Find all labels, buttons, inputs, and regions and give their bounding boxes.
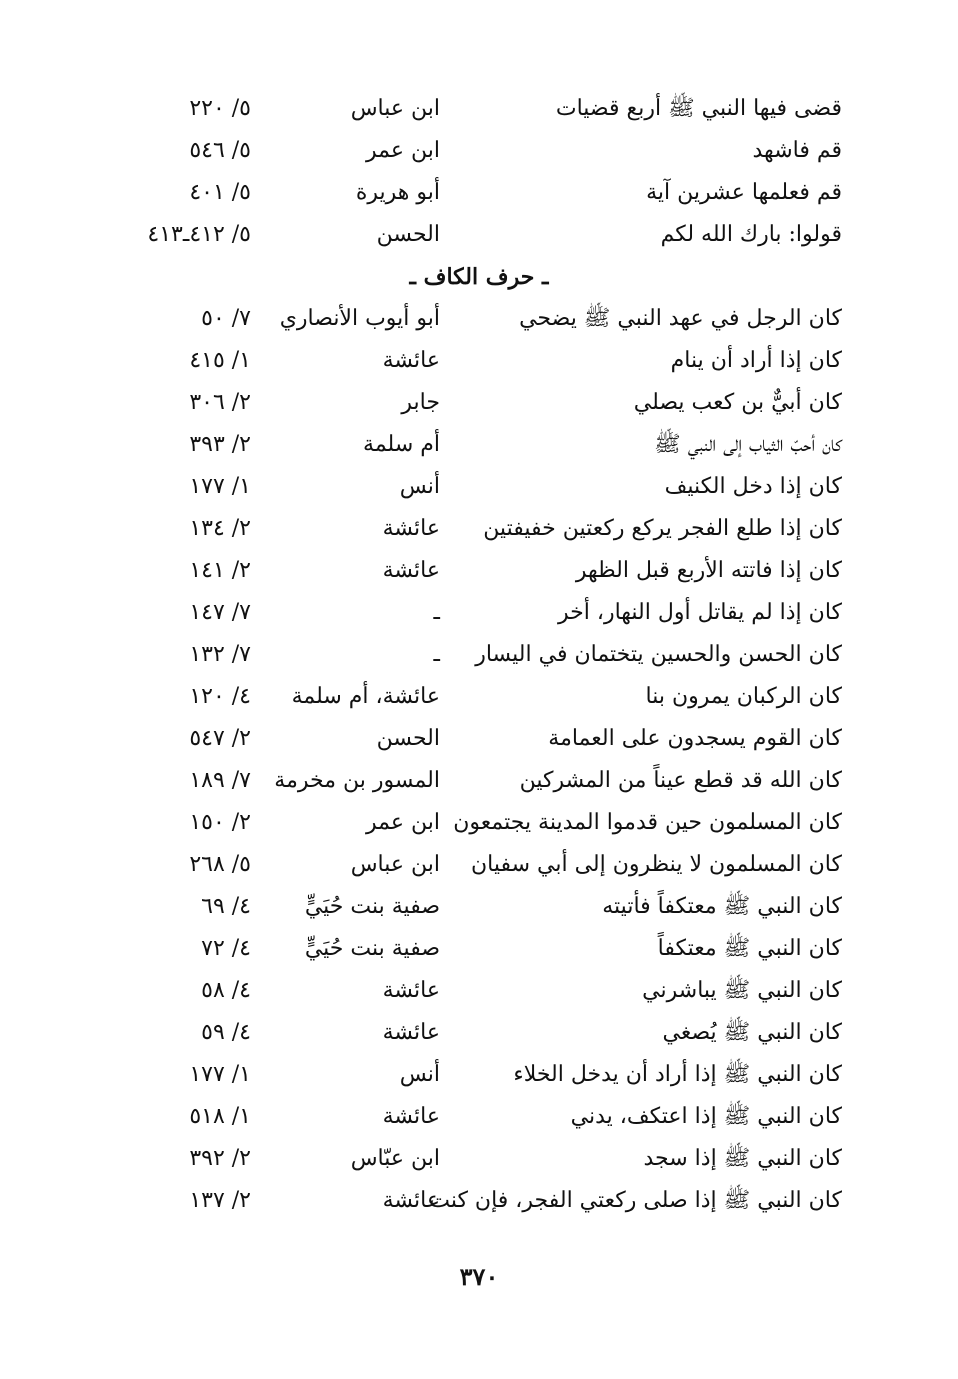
reference: ٢/ ١٤١ bbox=[189, 558, 251, 583]
index-row bbox=[0, 425, 958, 467]
narrator: عائشة bbox=[382, 1104, 440, 1129]
index-row bbox=[0, 887, 958, 929]
hadith-text: كان النبي ﷺ معتكفاً فأتيته bbox=[602, 894, 842, 919]
page-number: ٣٧٠ bbox=[459, 1262, 499, 1291]
index-row bbox=[0, 929, 958, 971]
hadith-text: كان النبي ﷺ إذا اعتكف، يدني bbox=[570, 1104, 842, 1129]
narrator: ـ bbox=[433, 642, 440, 667]
index-row bbox=[0, 971, 958, 1013]
index-row bbox=[0, 299, 958, 341]
narrator: أنس bbox=[399, 1062, 440, 1087]
hadith-text: قم فعلمها عشرين آية bbox=[646, 180, 842, 205]
reference: ٥/ ٥٤٦ bbox=[189, 138, 251, 163]
narrator: عائشة، أم سلمة bbox=[291, 684, 440, 709]
reference: ٧/ ١٣٢ bbox=[189, 642, 251, 667]
reference: ٤/ ٦٩ bbox=[201, 894, 251, 919]
hadith-text: كان النبي ﷺ إذا أراد أن يدخل الخلاء bbox=[513, 1062, 842, 1087]
reference: ٧/ ١٨٩ bbox=[189, 768, 251, 793]
reference: ٥/ ٢٢٠ bbox=[189, 96, 251, 121]
narrator: عائشة bbox=[382, 1020, 440, 1045]
hadith-text: كان النبي ﷺ يُصغي bbox=[662, 1020, 842, 1045]
hadith-text: كان النبي ﷺ إذا صلى ركعتي الفجر، فإن كنت bbox=[429, 1188, 842, 1213]
index-row bbox=[0, 719, 958, 761]
section-heading: ـ حرف الكاف ـ bbox=[409, 264, 549, 290]
narrator: عائشة bbox=[382, 1188, 440, 1213]
index-row bbox=[0, 467, 958, 509]
narrator: الحسن bbox=[376, 222, 440, 247]
narrator: أبو هريرة bbox=[355, 180, 440, 205]
index-row bbox=[0, 1013, 958, 1055]
hadith-text: كان الله قد قطع عيناً من المشركين bbox=[519, 768, 842, 793]
index-row bbox=[0, 509, 958, 551]
reference: ٢/ ١٥٠ bbox=[189, 810, 251, 835]
reference: ٢/ ٣٩٣ bbox=[189, 432, 251, 457]
index-row bbox=[0, 677, 958, 719]
index-row bbox=[0, 215, 958, 257]
reference: ٧/ ٥٠ bbox=[201, 306, 251, 331]
reference: ١/ ٤١٥ bbox=[189, 348, 251, 373]
reference: ٢/ ١٣٤ bbox=[189, 516, 251, 541]
index-row bbox=[0, 341, 958, 383]
hadith-text: كان الحسن والحسين يتختمان في اليسار bbox=[475, 642, 842, 667]
reference: ١/ ٥١٨ bbox=[189, 1104, 251, 1129]
index-row bbox=[0, 1139, 958, 1181]
index-row bbox=[0, 593, 958, 635]
narrator: جابر bbox=[401, 390, 440, 415]
narrator: الحسن bbox=[376, 726, 440, 751]
hadith-text: كان أبيٌّ بن كعب يصلي bbox=[633, 390, 842, 415]
reference: ٥/ ٢٦٨ bbox=[189, 852, 251, 877]
narrator: ابن عباس bbox=[350, 852, 440, 877]
hadith-text: كان إذا طلع الفجر يركع ركعتين خفيفتين bbox=[483, 516, 842, 541]
hadith-text: قضى فيها النبي ﷺ أربع قضيات bbox=[555, 96, 842, 121]
narrator: ابن عباس bbox=[350, 96, 440, 121]
index-row bbox=[0, 803, 958, 845]
reference: ٢/ ٣٩٢ bbox=[189, 1146, 251, 1171]
section-heading-row bbox=[0, 257, 958, 299]
hadith-text: كان إذا دخل الكنيف bbox=[664, 474, 842, 499]
index-row bbox=[0, 1181, 958, 1223]
hadith-text: كان المسلمون حين قدموا المدينة يجتمعون bbox=[453, 810, 842, 835]
narrator: صفية بنت حُيَيٍّ bbox=[304, 936, 440, 961]
reference: ٥/ ٤١٢ـ٤١٣ bbox=[147, 222, 251, 247]
reference: ١/ ١٧٧ bbox=[189, 474, 251, 499]
hadith-text: كان إذا فاتته الأربع قبل الظهر bbox=[575, 558, 842, 583]
narrator: أنس bbox=[399, 474, 440, 499]
reference: ٤/ ٥٩ bbox=[201, 1020, 251, 1045]
reference: ٢/ ٣٠٦ bbox=[189, 390, 251, 415]
hadith-text: كان الرجل في عهد النبي ﷺ يضحي bbox=[519, 306, 842, 331]
hadith-text: قولوا: بارك الله لكم bbox=[660, 222, 842, 247]
reference: ٤/ ٧٢ bbox=[201, 936, 251, 961]
narrator: ابن عمر bbox=[366, 138, 440, 163]
narrator: ابن عمر bbox=[366, 810, 440, 835]
hadith-text: كان الركبان يمرون بنا bbox=[645, 684, 842, 709]
hadith-text: كان أحبّ الثياب إلى النبي ﷺ bbox=[654, 432, 842, 457]
narrator: المسور بن مخرمة bbox=[274, 768, 440, 793]
reference: ٢/ ١٣٧ bbox=[189, 1188, 251, 1213]
narrator: أبو أيوب الأنصاري bbox=[279, 306, 440, 331]
hadith-text: كان النبي ﷺ إذا سجد bbox=[643, 1146, 842, 1171]
reference: ٥/ ٤٠١ bbox=[189, 180, 251, 205]
reference: ٧/ ١٤٧ bbox=[189, 600, 251, 625]
index-row bbox=[0, 1097, 958, 1139]
index-row bbox=[0, 551, 958, 593]
index-row bbox=[0, 1055, 958, 1097]
reference: ٤/ ١٢٠ bbox=[189, 684, 251, 709]
reference: ١/ ١٧٧ bbox=[189, 1062, 251, 1087]
index-row bbox=[0, 131, 958, 173]
hadith-text: قم فاشهد bbox=[752, 138, 842, 163]
index-table bbox=[0, 89, 958, 1223]
reference: ٢/ ٥٤٧ bbox=[189, 726, 251, 751]
narrator: عائشة bbox=[382, 978, 440, 1003]
narrator: أم سلمة bbox=[363, 432, 440, 457]
index-row bbox=[0, 89, 958, 131]
index-row bbox=[0, 635, 958, 677]
narrator: عائشة bbox=[382, 348, 440, 373]
hadith-text: كان النبي ﷺ يباشرني bbox=[642, 978, 842, 1003]
reference: ٤/ ٥٨ bbox=[201, 978, 251, 1003]
narrator: ـ bbox=[433, 600, 440, 625]
narrator: ابن عبّاس bbox=[350, 1146, 440, 1171]
hadith-text: كان إذا لم يقاتل أول النهار، أخر bbox=[558, 600, 842, 625]
narrator: عائشة bbox=[382, 558, 440, 583]
hadith-text: كان المسلمون لا ينظرون إلى أبي سفيان bbox=[470, 852, 842, 877]
index-row bbox=[0, 845, 958, 887]
hadith-text: كان النبي ﷺ معتكفاً bbox=[657, 936, 842, 961]
index-row bbox=[0, 761, 958, 803]
index-row bbox=[0, 173, 958, 215]
hadith-text: كان إذا أراد أن ينام bbox=[670, 348, 842, 373]
narrator: عائشة bbox=[382, 516, 440, 541]
index-row bbox=[0, 383, 958, 425]
narrator: صفية بنت حُيَيٍّ bbox=[304, 894, 440, 919]
hadith-text: كان القوم يسجدون على العمامة bbox=[548, 726, 842, 751]
